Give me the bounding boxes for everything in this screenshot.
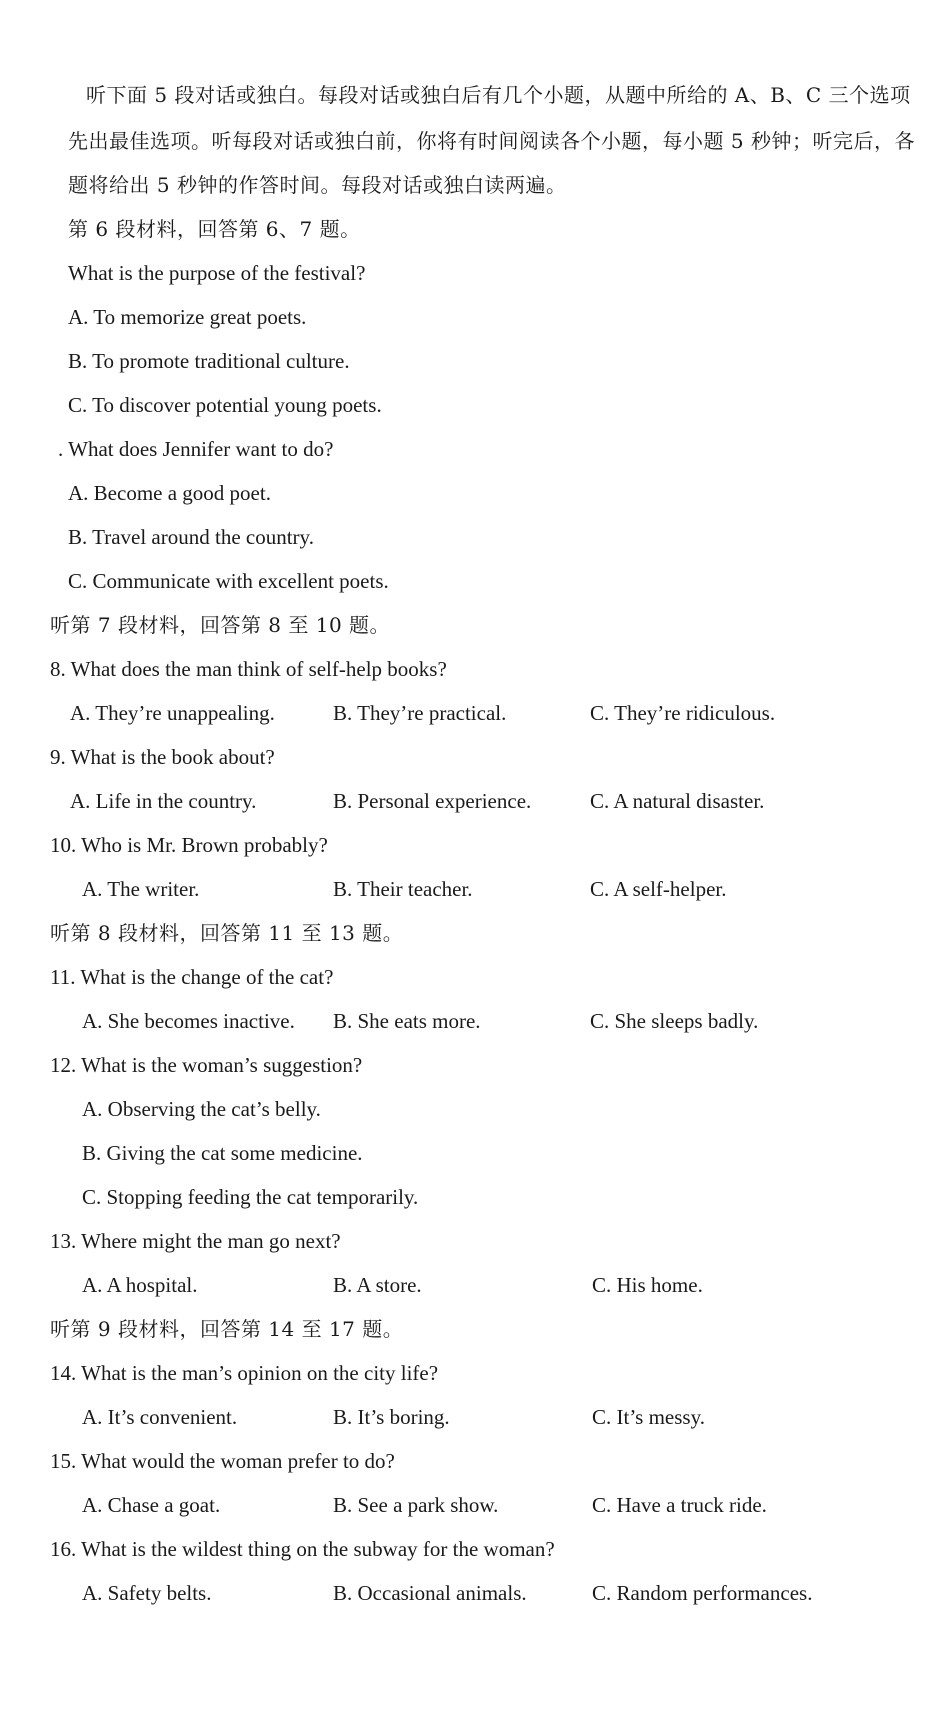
question-16: 16. What is the wildest thing on the subway for the woman? [50, 1537, 555, 1561]
instructions-line-2: 先出最佳选项。听每段对话或独白前，你将有时间阅读各个小题，每小题 5 秒钟；听完后，各 [68, 129, 915, 153]
question-10-option-a: A. The writer. [82, 877, 200, 901]
question-16-option-a: A. Safety belts. [82, 1581, 212, 1605]
question-13-option-b: B. A store. [333, 1273, 422, 1297]
question-9-option-a: A. Life in the country. [70, 789, 257, 813]
question-13-option-a: A. A hospital. [82, 1273, 198, 1297]
section-7-heading: 听第 7 段材料，回答第 8 至 10 题。 [50, 613, 391, 637]
question-6-option-c: C. To discover potential young poets. [68, 393, 382, 417]
question-14-option-a: A. It’s convenient. [82, 1405, 238, 1429]
question-11-option-a: A. She becomes inactive. [82, 1009, 295, 1033]
question-12-option-a: A. Observing the cat’s belly. [82, 1097, 321, 1121]
instructions-line-1: 听下面 5 段对话或独白。每段对话或独白后有几个小题，从题中所给的 A、B、C 三个选项 [86, 83, 911, 107]
question-8-option-a: A. They’re unappealing. [70, 701, 275, 725]
question-13-option-c: C. His home. [592, 1273, 703, 1297]
question-15-option-a: A. Chase a goat. [82, 1493, 221, 1517]
question-9-option-b: B. Personal experience. [333, 789, 532, 813]
question-9: 9. What is the book about? [50, 745, 275, 769]
section-8-heading: 听第 8 段材料，回答第 11 至 13 题。 [50, 921, 404, 945]
question-8-option-c: C. They’re ridiculous. [590, 701, 776, 725]
question-15-option-c: C. Have a truck ride. [592, 1493, 767, 1517]
question-11-option-c: C. She sleeps badly. [590, 1009, 759, 1033]
question-7: . What does Jennifer want to do? [58, 437, 334, 461]
question-14: 14. What is the man’s opinion on the city life? [50, 1361, 439, 1385]
question-16-option-b: B. Occasional animals. [333, 1581, 527, 1605]
question-7-option-a: A. Become a good poet. [68, 481, 271, 505]
question-8-option-b: B. They’re practical. [333, 701, 507, 725]
question-12: 12. What is the woman’s suggestion? [50, 1053, 363, 1077]
question-12-option-c: C. Stopping feeding the cat temporarily. [82, 1185, 419, 1209]
instructions-line-3: 题将给出 5 秒钟的作答时间。每段对话或独白读两遍。 [68, 173, 567, 197]
section-9-heading: 听第 9 段材料，回答第 14 至 17 题。 [50, 1317, 404, 1341]
section-6-heading: 第 6 段材料，回答第 6、7 题。 [68, 217, 361, 241]
question-6-option-a: A. To memorize great poets. [68, 305, 307, 329]
question-10: 10. Who is Mr. Brown probably? [50, 833, 328, 857]
question-11: 11. What is the change of the cat? [50, 965, 334, 989]
question-7-option-b: B. Travel around the country. [68, 525, 314, 549]
question-9-option-c: C. A natural disaster. [590, 789, 765, 813]
question-12-option-b: B. Giving the cat some medicine. [82, 1141, 363, 1165]
question-7-option-c: C. Communicate with excellent poets. [68, 569, 389, 593]
question-10-option-b: B. Their teacher. [333, 877, 473, 901]
question-14-option-b: B. It’s boring. [333, 1405, 450, 1429]
question-6-option-b: B. To promote traditional culture. [68, 349, 350, 373]
question-14-option-c: C. It’s messy. [592, 1405, 705, 1429]
question-15-option-b: B. See a park show. [333, 1493, 499, 1517]
question-6: What is the purpose of the festival? [68, 261, 366, 285]
question-10-option-c: C. A self-helper. [590, 877, 727, 901]
question-8: 8. What does the man think of self-help books? [50, 657, 447, 681]
question-16-option-c: C. Random performances. [592, 1581, 813, 1605]
question-15: 15. What would the woman prefer to do? [50, 1449, 395, 1473]
question-13: 13. Where might the man go next? [50, 1229, 341, 1253]
question-11-option-b: B. She eats more. [333, 1009, 481, 1033]
